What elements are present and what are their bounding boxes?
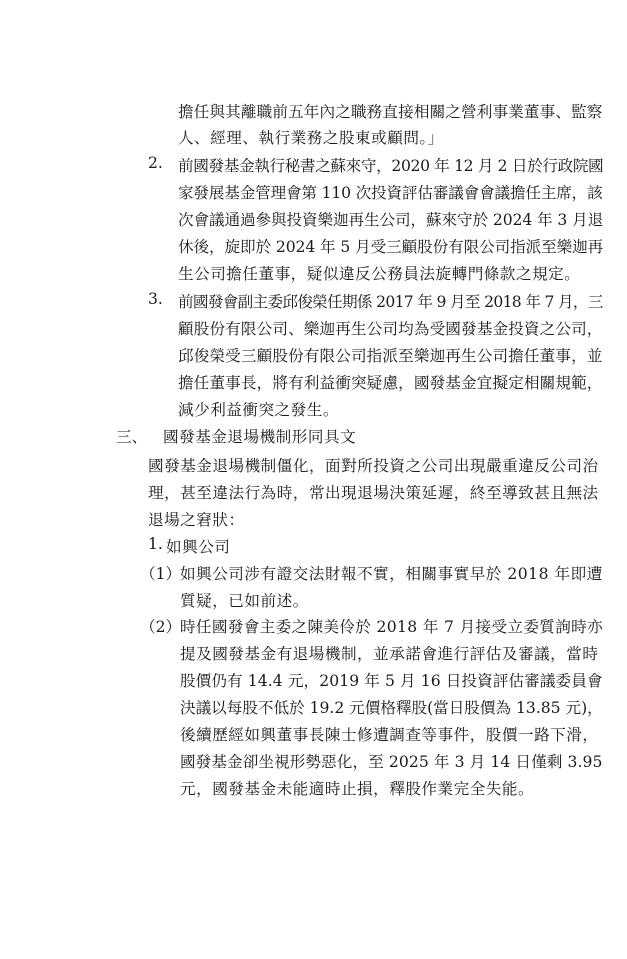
paragraph-line: 國發基金退場機制僵化，面對所投資之公司出現嚴重違反公司治 — [148, 457, 599, 475]
subheading-title: 如興公司 — [166, 538, 231, 556]
intro-line: 擔任與其離職前五年內之職務直接相關之營利事業董事、監察 — [178, 103, 603, 121]
item-line: 休後，旋即於 2024 年 5 月受三顧股份有限公司指派至樂迦再 — [178, 238, 604, 256]
item-line: 生公司擔任董事，疑似違反公務員法旋轉門條款之規定。 — [178, 265, 581, 283]
section-number: 三、 — [116, 428, 148, 446]
item-line: 前國發會副主委邱俊榮任期係 2017 年 9 月至 2018 年 7 月，三 — [178, 293, 603, 311]
point-line: 質疑，已如前述。 — [180, 592, 309, 610]
item-number: 3. — [148, 290, 163, 308]
point-line: 時任國發會主委之陳美伶於 2018 年 7 月接受立委質詢時亦 — [180, 618, 603, 636]
point-number: （1） — [140, 565, 182, 583]
point-line: 股價仍有 14.4 元，2019 年 5 月 16 日投資評估審議委員會 — [180, 672, 603, 690]
item-line: 前國發基金執行秘書之蘇來守，2020 年 12 月 2 日於行政院國 — [178, 157, 604, 175]
point-number: （2） — [140, 618, 182, 636]
item-line: 次會議通過參與投資樂迦再生公司，蘇來守於 2024 年 3 月退 — [178, 211, 604, 229]
item-line: 減少利益衝突之發生。 — [178, 401, 339, 419]
point-line: 國發基金卻坐視形勢惡化，至 2025 年 3 月 14 日僅剩 3.95 — [180, 753, 603, 771]
point-line: 如興公司涉有證交法財報不實，相關事實早於 2018 年即遭 — [180, 565, 603, 583]
item-number: 2. — [148, 154, 163, 172]
point-line: 提及國發基金有退場機制，並承諾會進行評估及審議，當時 — [180, 645, 599, 663]
point-line: 後續歷經如興董事長陳士修遭調查等事件，股價一路下滑， — [180, 726, 599, 744]
item-line: 顧股份有限公司、樂迦再生公司均為受國發基金投資之公司， — [178, 320, 603, 338]
section-title: 國發基金退場機制形同具文 — [163, 428, 357, 446]
paragraph-line: 理，甚至違法行為時，常出現退場決策延遲，終至導致甚且無法 — [148, 484, 599, 502]
paragraph-line: 退場之窘狀： — [148, 511, 245, 529]
intro-line: 人、經理、執行業務之股東或顧問。」 — [178, 129, 444, 147]
point-line: 元，國發基金未能適時止損，釋股作業完全失能。 — [180, 780, 535, 798]
point-line: 決議以每股不低於 19.2 元價格釋股(當日股價為 13.85 元)， — [180, 699, 603, 717]
item-line: 家發展基金管理會第 110 次投資評估審議會會議擔任主席，該 — [178, 184, 603, 202]
item-line: 邱俊榮受三顧股份有限公司指派至樂迦再生公司擔任董事，並 — [178, 347, 603, 365]
subheading-number: 1. — [148, 535, 163, 553]
item-line: 擔任董事長，將有利益衝突疑慮，國發基金宜擬定相關規範， — [178, 374, 603, 392]
